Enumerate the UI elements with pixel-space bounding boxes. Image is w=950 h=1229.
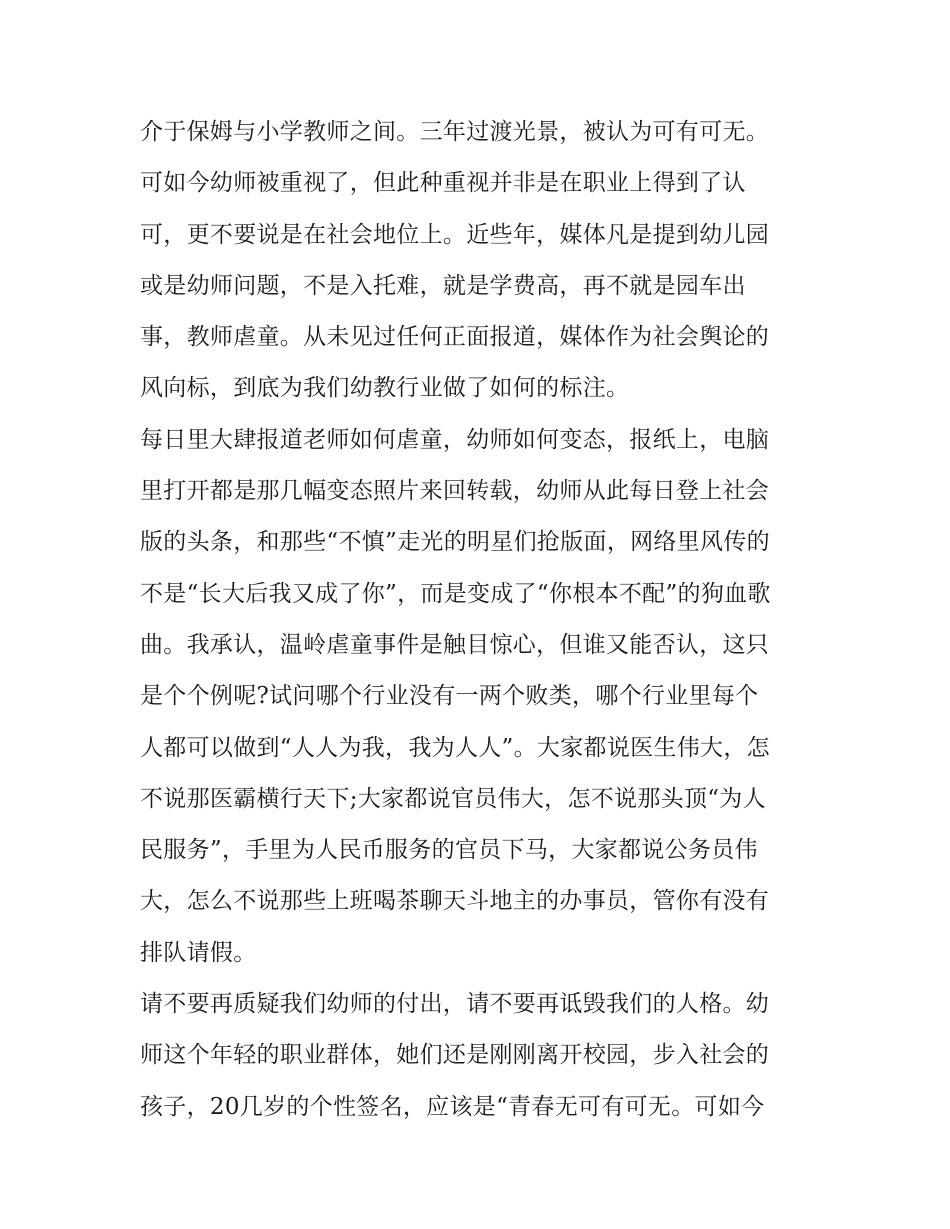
- text-line: 每日里大肆报道老师如何虐童，幼师如何变态，报纸上，电脑: [140, 426, 770, 453]
- text-line: 可如今幼师被重视了，但此种重视并非是在职业上得到了认: [140, 170, 746, 197]
- text-line: 请不要再质疑我们幼师的付出，请不要再诋毁我们的人格。幼: [140, 991, 770, 1018]
- text-line: 风向标，到底为我们幼教行业做了如何的标注。: [140, 375, 630, 402]
- text-line: 版的头条，和那些“不慎”走光的明星们抢版面，网络里风传的: [140, 529, 770, 556]
- text-line: 人都可以做到“人人为我，我为人人”。大家都说医生伟大，怎: [140, 734, 770, 761]
- text-line: 事，教师虐童。从未见过任何正面报道，媒体作为社会舆论的: [140, 324, 770, 351]
- body-text: [140, 107, 820, 1133]
- text-line: 排队请假。: [140, 939, 257, 966]
- text-line: 曲。我承认，温岭虐童事件是触目惊心，但谁又能否认，这只: [140, 631, 770, 658]
- text-line: 师这个年轻的职业群体，她们还是刚刚离开校园，步入社会的: [140, 1042, 770, 1069]
- text-line: 或是幼师问题，不是入托难，就是学费高，再不就是园车出: [140, 272, 746, 299]
- text-line: 可，更不要说是在社会地位上。近些年，媒体凡是提到幼儿园: [140, 221, 770, 248]
- text-line: 是个个例呢?试问哪个行业没有一两个败类，哪个行业里每个: [140, 683, 759, 710]
- text-line: 里打开都是那几幅变态照片来回转载，幼师从此每日登上社会: [140, 478, 770, 505]
- text-line: 孩子，20几岁的个性签名，应该是“青春无可有可无。可如今: [140, 1093, 765, 1120]
- text-line: 介于保姆与小学教师之间。三年过渡光景，被认为可有可无。: [140, 119, 770, 145]
- text-line: 大，怎么不说那些上班喝茶聊天斗地主的办事员，管你有没有: [140, 888, 770, 915]
- text-line: 不说那医霸横行天下;大家都说官员伟大，怎不说那头顶“为人: [140, 785, 766, 812]
- text-line: 民服务”，手里为人民币服务的官员下马，大家都说公务员伟: [140, 837, 758, 864]
- text-line: 不是“长大后我又成了你”，而是变成了“你根本不配”的狗血歌: [140, 580, 771, 607]
